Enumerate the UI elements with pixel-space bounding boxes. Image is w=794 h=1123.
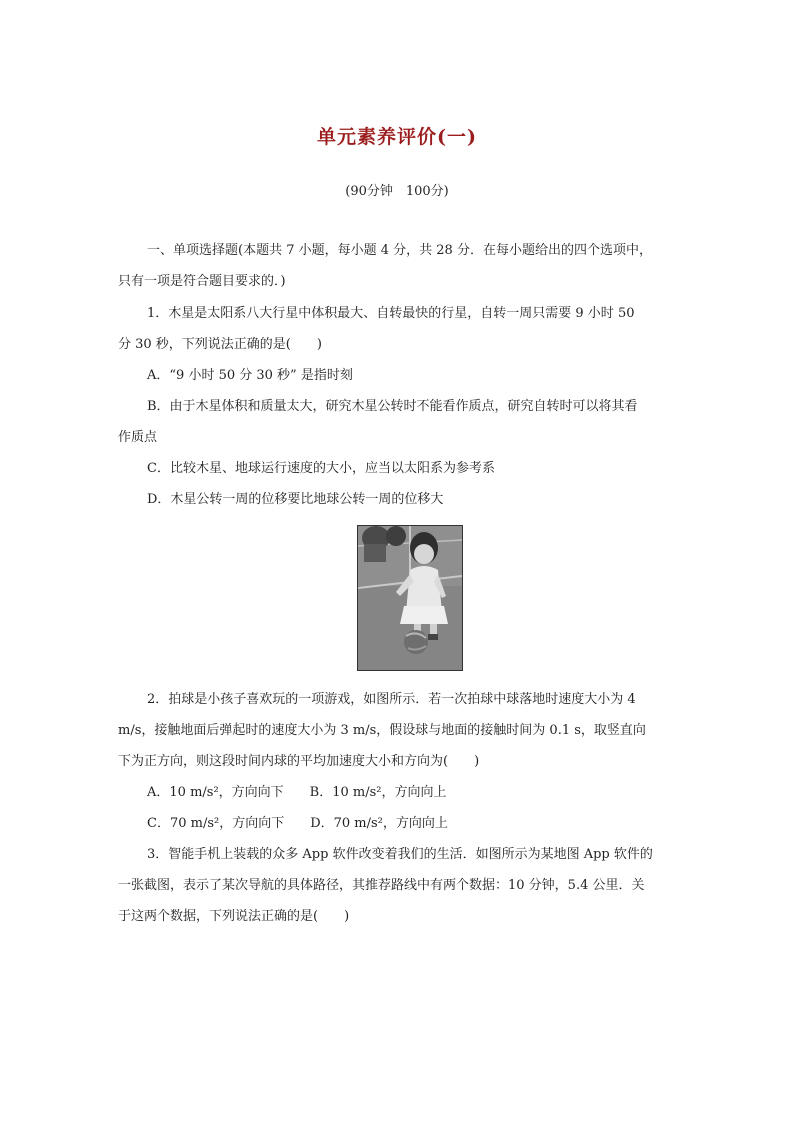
section-intro-line: 一、单项选择题(本题共 7 小题，每小题 4 分，共 28 分．在每小题给出的四个选项中， [147,243,652,258]
answer-option: B．由于木星体积和质量太大，研究木星公转时不能看作质点，研究自转时可以将其看 [147,399,638,414]
question-stem: 2．拍球是小孩子喜欢玩的一项游戏，如图所示．若一次拍球中球落地时速度大小为 4 [147,692,636,707]
section-intro-line: 只有一项是符合题目要求的．) [118,274,286,289]
question-stem: 于这两个数据，下列说法正确的是( ) [118,909,350,924]
answer-options-row: C．70 m/s²，方向向下 D．70 m/s²，方向向上 [147,816,448,831]
answer-option: D．木星公转一周的位移要比地球公转一周的位移大 [147,492,444,507]
answer-options-row: A．10 m/s²，方向向下 B．10 m/s²，方向向上 [147,785,447,800]
question-stem: 1．木星是太阳系八大行星中体积最大、自转最快的行星，自转一周只需要 9 小时 50 [147,306,635,321]
answer-option: 作质点 [118,430,158,445]
question-stem: m/s，接触地面后弹起时的速度大小为 3 m/s，假设球与地面的接触时间为 0.1 s，取竖直向 [118,723,646,738]
answer-option: C．比较木星、地球运行速度的大小，应当以太阳系为参考系 [147,461,495,476]
question-stem: 3．智能手机上装载的众多 App 软件改变着我们的生活．如图所示为某地图 App 软件的 [147,847,653,862]
answer-option: A．“9 小时 50 分 30 秒” 是指时刻 [147,368,353,383]
page-title: 单元素养评价(一) [317,126,477,148]
question-stem: 一张截图，表示了某次导航的具体路径，其推荐路线中有两个数据：10 分钟，5.4 公里．关 [118,878,645,893]
question-stem: 下为正方向，则这段时间内球的平均加速度大小和方向为( ) [118,754,480,769]
photo-illustration [358,526,462,670]
page-subtitle: (90分钟 100分) [345,184,449,199]
question-stem: 分 30 秒，下列说法正确的是( ) [118,337,322,352]
child-bouncing-ball-photo [357,525,463,671]
